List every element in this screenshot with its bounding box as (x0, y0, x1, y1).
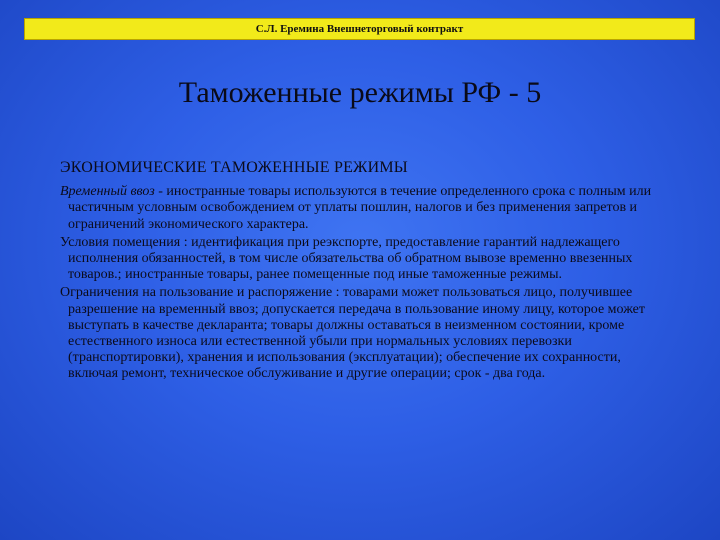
slide-title: Таможенные режимы РФ - 5 (178, 76, 542, 109)
header-text: С.Л. Еремина Внешнеторговый контракт (255, 23, 464, 35)
paragraph-usage-restrictions (60, 285, 670, 382)
slide-content (60, 160, 670, 385)
paragraph-temporary-import (60, 184, 670, 233)
paragraph-text: - иностранные товары используются в течение определенного срока с полным или частичным условным освобождением от уплаты пошлин, налогов и без применения запретов и ограничений экономического характера. (68, 184, 652, 232)
paragraph-text: Условия помещения : идентификация при реэкспорте, предоставление гарантий надлежащего исполнения обязанностей, в том числе обязательства об обратном вывозе временно ввезенных товаров.; иностранные товары, ранее помещенные под иные таможенные режимы. (60, 234, 633, 283)
section-heading: ЭКОНОМИЧЕСКИЕ ТАМОЖЕННЫЕ РЕЖИМЫ (60, 159, 408, 176)
paragraph-lead-term: Временный ввоз (60, 184, 155, 200)
header-bar (24, 18, 695, 40)
paragraph-text: Ограничения на пользование и распоряжение : товарами может пользоваться лицо, получившее разрешение на временный ввоз; допускается передача в пользование иному лицу, которое может выступать в качестве декларанта; товары должны оставаться в неизменном состоянии, кроме естественного износа или естественной убыли при нормальных условиях перевозки (транспортировки), хранения и использования (эксплуатации); обеспечение их сохранности, включая ремонт, техническое обслуживание и другие операции; срок - два года. (60, 285, 646, 382)
paragraph-placement-conditions (60, 235, 670, 284)
